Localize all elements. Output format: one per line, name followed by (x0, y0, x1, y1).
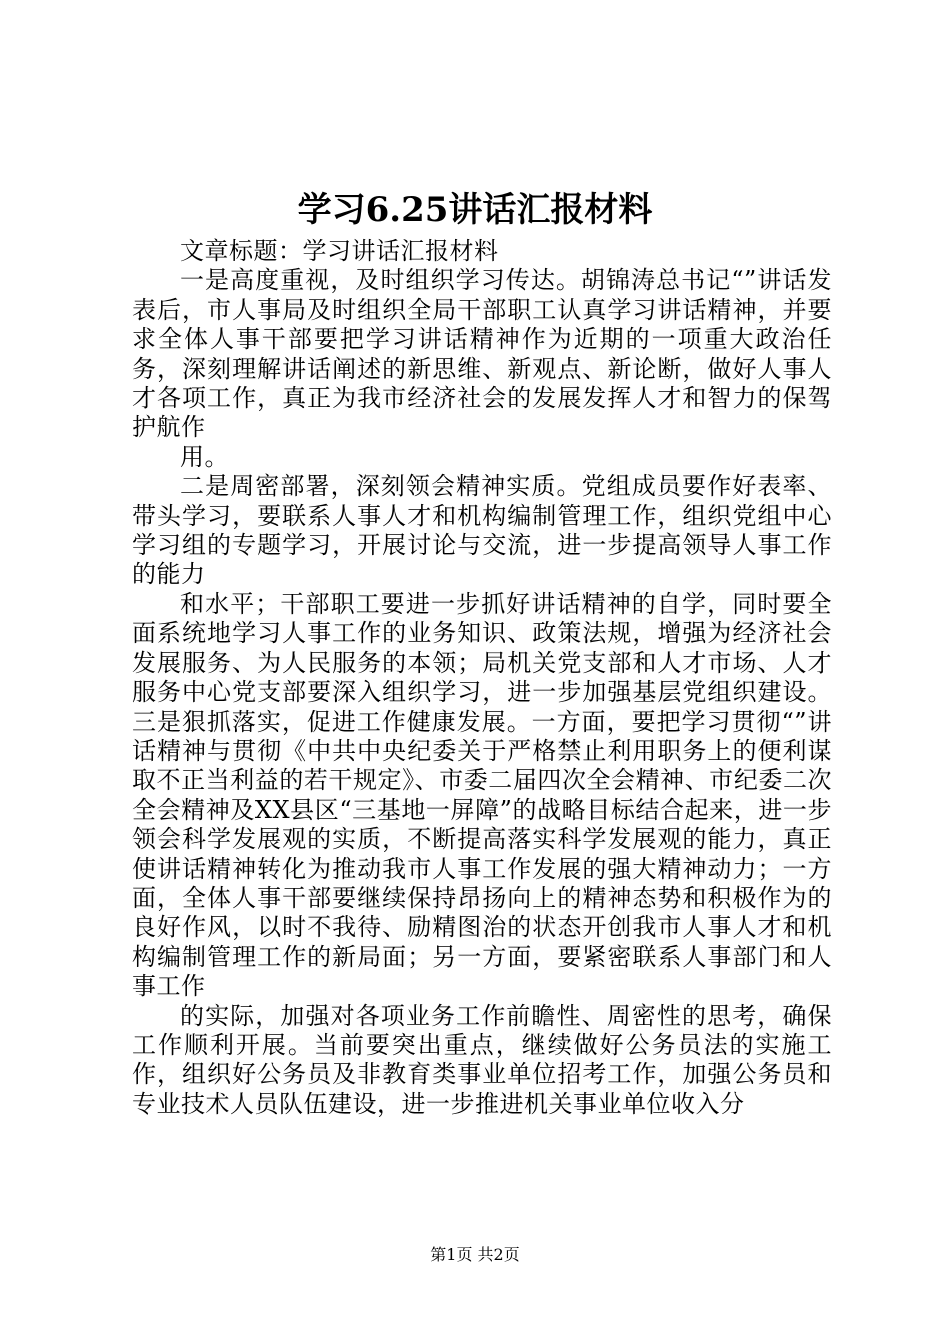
paragraph-point-two-continued: 和水平；干部职工要进一步抓好讲话精神的自学，同时要全面系统地学习人事工作的业务知识、政策法规，增强为经济社会发展服务、为人民服务的本领；局机关党支部和人才市场、人才服务中心党支部要深入组织学习，进一步加强基层党组织建设。三是狠抓落实，促进工作健康发展。一方面，要把学习贯彻“”讲话精神与贯彻《中共中央纪委关于严格禁止利用职务上的便利谋取不正当利益的若干规定》、市委二届四次全会精神、市纪委二次全会精神及XX县区“三基地一屏障”的战略目标结合起来，进一步领会科学发展观的实质，不断提高落实科学发展观的能力，真正使讲话精神转化为推动我市人事工作发展的强大精神动力；一方面，全体人事干部要继续保持昂扬向上的精神态势和积极作为的良好作风，以时不我待、励精图治的状态开创我市人事人才和机构编制管理工作的新局面；另一方面，要紧密联系人事部门和人事工作 (132, 589, 832, 1001)
paragraph-point-one: 一是高度重视，及时组织学习传达。胡锦涛总书记“”讲话发表后，市人事局及时组织全局干部职工认真学习讲话精神，并要求全体人事干部要把学习讲话精神作为近期的一项重大政治任务，深刻理解讲话阐述的新思维、新观点、新论断，做好人事人才各项工作，真正为我市经济社会的发展发挥人才和智力的保驾护航作 (132, 266, 832, 442)
paragraph-point-two: 二是周密部署，深刻领会精神实质。党组成员要作好表率、带头学习，要联系人事人才和机构编制管理工作，组织党组中心学习组的专题学习，开展讨论与交流，进一步提高领导人事工作的能力 (132, 472, 832, 589)
paragraph-point-three-continued: 的实际，加强对各项业务工作前瞻性、周密性的思考，确保工作顺利开展。当前要突出重点，继续做好公务员法的实施工作，组织好公务员及非教育类事业单位招考工作，加强公务员和专业技术人员队伍建设，进一步推进机关事业单位收入分 (132, 1001, 832, 1118)
paragraph-point-one-tail: 用。 (180, 442, 229, 471)
document-body (132, 237, 832, 1119)
document-title: 学习6.25讲话汇报材料 (297, 190, 653, 230)
paragraph-article-heading: 文章标题：学习讲话汇报材料 (180, 237, 499, 265)
page-footer: 第1页 共2页 (430, 1245, 520, 1264)
